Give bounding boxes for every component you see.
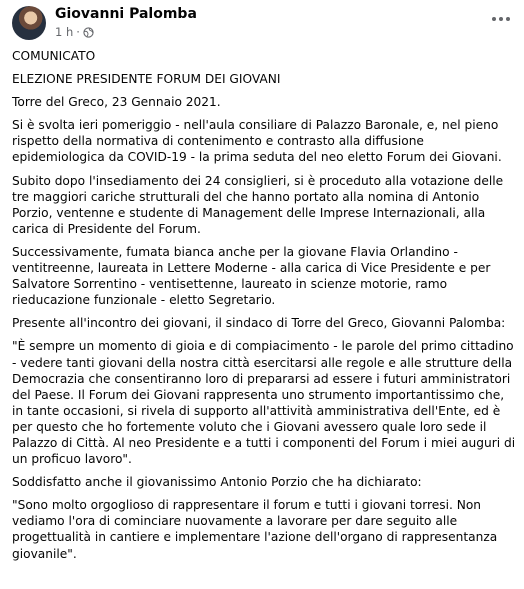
paragraph: Presente all'incontro dei giovani, il sindaco di Torre del Greco, Giovanni Palomba: <box>12 316 506 331</box>
paragraph: ELEZIONE PRESIDENTE FORUM DEI GIOVANI <box>12 72 281 87</box>
post-meta <box>55 25 94 39</box>
author-name[interactable]: Giovanni Palomba <box>55 6 197 22</box>
post-header <box>12 6 514 40</box>
paragraph: Successivamente, fumata bianca anche per la giovane Flavia Orlandino - ventitreenne, laureata in Lettere Moderne - alla carica di Vice Presidente e per Salvatore Sorrentino - ventisettenne, laureato in scienze motorie, ramo rieducazione funzionale - eletto Segretario. <box>12 244 491 308</box>
post-time[interactable]: 1 h <box>55 25 74 39</box>
paragraph: Si è svolta ieri pomeriggio - nell'aula consiliare di Palazzo Baronale, e, nel pieno rispetto della normativa di contenimento e contrasto alla diffusione epidemiologica da COVID-19 - la prima seduta del neo eletto Forum dei Giovani. <box>12 118 502 165</box>
paragraph: Subito dopo l'insediamento dei 24 consiglieri, si è proceduto alla votazione delle tre maggiori cariche strutturali del che hanno portato alla nomina di Antonio Porzio, ventenne e studente di Management delle Imprese Internazionali, alla carica di Presidente del Forum. <box>12 173 504 236</box>
meta-separator: · <box>76 25 80 39</box>
paragraph: "Sono molto orgoglioso di rappresentare il forum e tutti i giovani torresi. Non vediamo l'ora di cominciare nuovamente a lavorare per dare seguito alle progettualità in cantiere e implementare l'azione dell'organo di rappresentanza giovanile". <box>12 498 498 561</box>
paragraph: Soddisfatto anche il giovanissimo Antonio Porzio che ha dichiarato: <box>12 475 422 490</box>
more-options-icon[interactable] <box>488 10 514 28</box>
avatar[interactable] <box>12 6 46 40</box>
paragraph: Torre del Greco, 23 Gennaio 2021. <box>12 95 221 110</box>
post-body <box>12 48 518 566</box>
paragraph: COMUNICATO <box>12 49 96 63</box>
paragraph: "È sempre un momento di gioia e di compiacimento - le parole del primo cittadino - vedere tanti giovani della nostra città esercitarsi alle regole e alle strutture della Democrazia che consentiranno loro di prepararsi ad essere i futuri amministratori del Paese. Il Forum dei Giovani rappresenta uno strumento importantissimo che, in tante occasioni, si rivela di supporto all'attività amministrativa dell'Ente, ed è per questo che ho fortemente voluto che i Giovani avessero quale loro sede il Palazzo di Città. Al neo Presidente e a tutti i componenti del Forum i miei auguri di un proficuo lavoro". <box>12 339 516 467</box>
globe-icon[interactable] <box>83 27 94 38</box>
